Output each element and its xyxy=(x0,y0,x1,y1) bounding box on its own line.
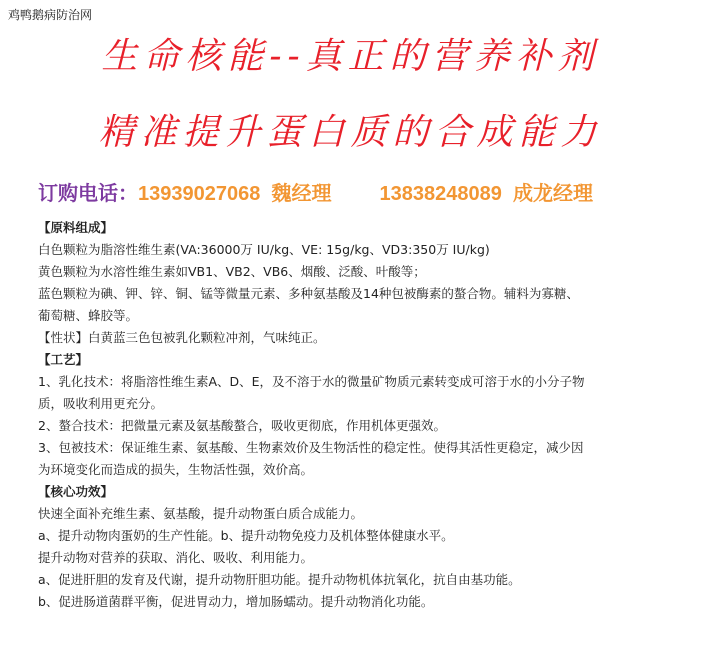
efficacy-line: 提升动物对营养的获取、消化、吸收、利用能力。 xyxy=(38,550,314,565)
ingredients-line: 蓝色颗粒为碘、钾、锌、铜、锰等微量元素、多种氨基酸及14种包被酶素的螯合物。辅料为寡糖、 xyxy=(38,286,579,301)
contact-name-1: 魏经理 xyxy=(271,183,332,205)
phone-number-1: 13939027068 xyxy=(138,183,261,205)
order-phone-row xyxy=(38,177,688,206)
order-label: 订购电话： xyxy=(38,183,138,205)
section-heading-efficacy: 【核心功效】 xyxy=(38,484,114,499)
section-heading-ingredients: 【原料组成】 xyxy=(38,220,114,235)
headline-secondary: 精准提升蛋白质的合成能力 xyxy=(98,112,603,153)
efficacy-line: b、促进肠道菌群平衡，促进胃动力，增加肠蠕动。提升动物消化功能。 xyxy=(38,594,434,609)
efficacy-line: a、提升动物肉蛋奶的生产性能。b、提升动物免疫力及机体整体健康水平。 xyxy=(38,528,454,543)
ingredients-line: 白色颗粒为脂溶性维生素(VA:36000万 IU/kg、VE: 15g/kg、VD3:350万 IU/kg) xyxy=(38,242,490,257)
efficacy-line: a、促进肝胆的发育及代谢，提升动物肝胆功能。提升动物机体抗氧化，抗自由基功能。 xyxy=(38,572,521,587)
site-tag: 鸡鸭鹅病防治网 xyxy=(8,8,93,22)
ingredients-line: 葡萄糖、蜂胶等。 xyxy=(38,308,139,323)
process-line: 3、包被技术：保证维生素、氨基酸、生物素效价及生物活性的稳定性。使得其活性更稳定，减少因 xyxy=(38,440,584,455)
section-heading-process: 【工艺】 xyxy=(38,352,89,367)
process-line: 2、螯合技术：把微量元素及氨基酸螯合，吸收更彻底，作用机体更强效。 xyxy=(38,418,446,433)
headline-primary: 生命核能--真正的营养补剂 xyxy=(101,36,600,77)
process-line: 质，吸收利用更充分。 xyxy=(38,396,164,411)
process-line: 1、乳化技术：将脂溶性维生素A、D、E，及不溶于水的微量矿物质元素转变成可溶于水的小分子物 xyxy=(38,374,585,389)
phone-number-2: 13838248089 xyxy=(379,183,502,205)
ingredients-line: 黄色颗粒为水溶性维生素如VB1、VB2、VB6、烟酸、泛酸、叶酸等； xyxy=(38,264,426,279)
traits-line: 【性状】白黄蓝三色包被乳化颗粒冲剂，气味纯正。 xyxy=(38,330,326,345)
contact-name-2: 成龙经理 xyxy=(512,183,593,205)
product-description xyxy=(38,217,688,613)
process-line: 为环境变化而造成的损失，生物活性强，效价高。 xyxy=(38,462,314,477)
efficacy-line: 快速全面补充维生素、氨基酸，提升动物蛋白质合成能力。 xyxy=(38,506,364,521)
